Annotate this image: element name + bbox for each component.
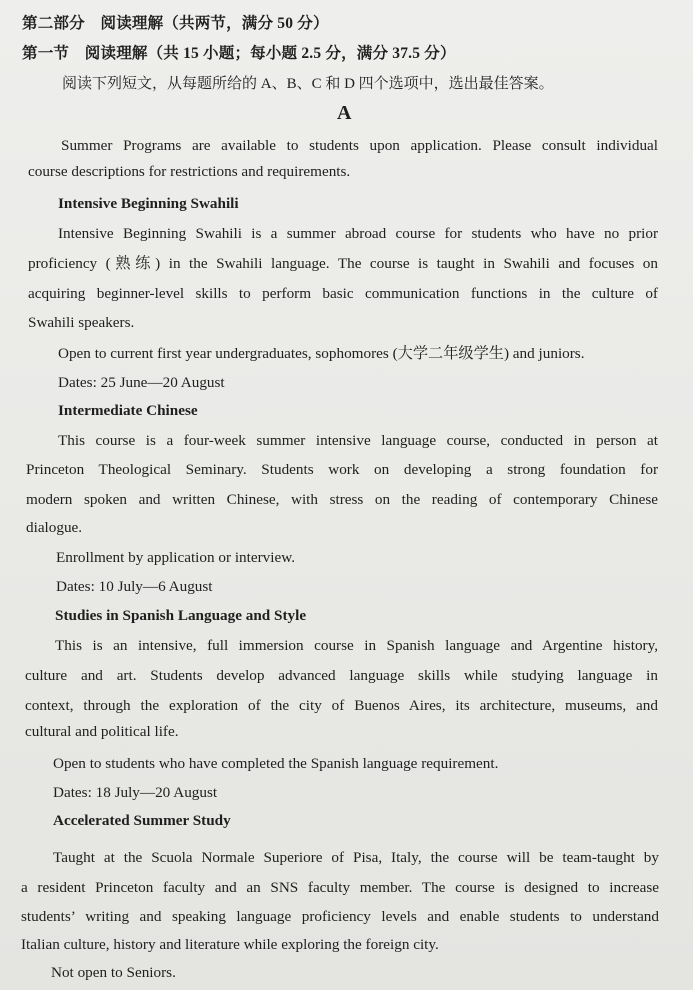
intro-line-1: Summer Programs are available to students upon application. Please consult individual	[61, 137, 658, 154]
spanish-desc-line-1: This is an intensive, full immersion course in Spanish language and Argentine history,	[55, 637, 658, 654]
swahili-desc-line-4: Swahili speakers.	[28, 314, 135, 331]
course-title-accelerated: Accelerated Summer Study	[53, 812, 231, 829]
course-title-swahili: Intensive Beginning Swahili	[58, 195, 239, 212]
swahili-desc-line-3: acquiring beginner-level skills to perform basic communication functions in the culture of	[28, 285, 658, 302]
swahili-dates: Dates: 25 June—20 August	[58, 374, 225, 391]
accelerated-eligibility: Not open to Seniors.	[51, 964, 176, 981]
accelerated-desc-line-2: a resident Princeton faculty and an SNS faculty member. The course is designed to increase	[21, 879, 659, 896]
spanish-desc-line-4: cultural and political life.	[25, 723, 179, 740]
spanish-desc-line-2: culture and art. Students develop advanced language skills while studying language in	[25, 667, 658, 684]
accelerated-desc-line-4: Italian culture, history and literature while exploring the foreign city.	[21, 936, 439, 953]
swahili-desc-line-1: Intensive Beginning Swahili is a summer abroad course for students who have no prior	[58, 225, 658, 242]
chinese-desc-line-3: modern spoken and written Chinese, with stress on the reading of contemporary Chinese	[26, 491, 658, 508]
course-title-chinese: Intermediate Chinese	[58, 402, 198, 419]
instruction-text: 阅读下列短文，从每题所给的 A、B、C 和 D 四个选项中，选出最佳答案。	[62, 76, 554, 92]
swahili-desc-line-2: proficiency (熟练) in the Swahili language. The course is taught in Swahili and focuses on	[28, 255, 658, 272]
intro-line-2: course descriptions for restrictions and requirements.	[28, 163, 351, 180]
part-heading: 第二部分 阅读理解（共两节，满分 50 分）	[22, 15, 329, 32]
chinese-eligibility: Enrollment by application or interview.	[56, 549, 295, 566]
accelerated-desc-line-1: Taught at the Scuola Normale Superiore of Pisa, Italy, the course will be team-taught by	[53, 849, 659, 866]
accelerated-desc-line-3: students’ writing and speaking language proficiency levels and enable students to understand	[21, 908, 659, 925]
spanish-dates: Dates: 18 July—20 August	[53, 784, 218, 801]
spanish-eligibility: Open to students who have completed the Spanish language requirement.	[53, 755, 499, 772]
chinese-desc-line-1: This course is a four-week summer intensive language course, conducted in person at	[58, 432, 658, 449]
chinese-dates: Dates: 10 July—6 August	[56, 578, 213, 595]
passage-title: A	[337, 102, 352, 124]
chinese-desc-line-2: Princeton Theological Seminary. Students work on developing a strong foundation for	[26, 461, 658, 478]
chinese-desc-line-4: dialogue.	[26, 519, 83, 536]
section-heading: 第一节 阅读理解（共 15 小题；每小题 2.5 分，满分 37.5 分）	[22, 45, 456, 62]
spanish-desc-line-3: context, through the exploration of the city of Buenos Aires, its architecture, museums, and	[25, 697, 658, 714]
course-title-spanish: Studies in Spanish Language and Style	[55, 607, 307, 624]
swahili-eligibility: Open to current first year undergraduates, sophomores (大学二年级学生) and juniors.	[58, 345, 585, 362]
